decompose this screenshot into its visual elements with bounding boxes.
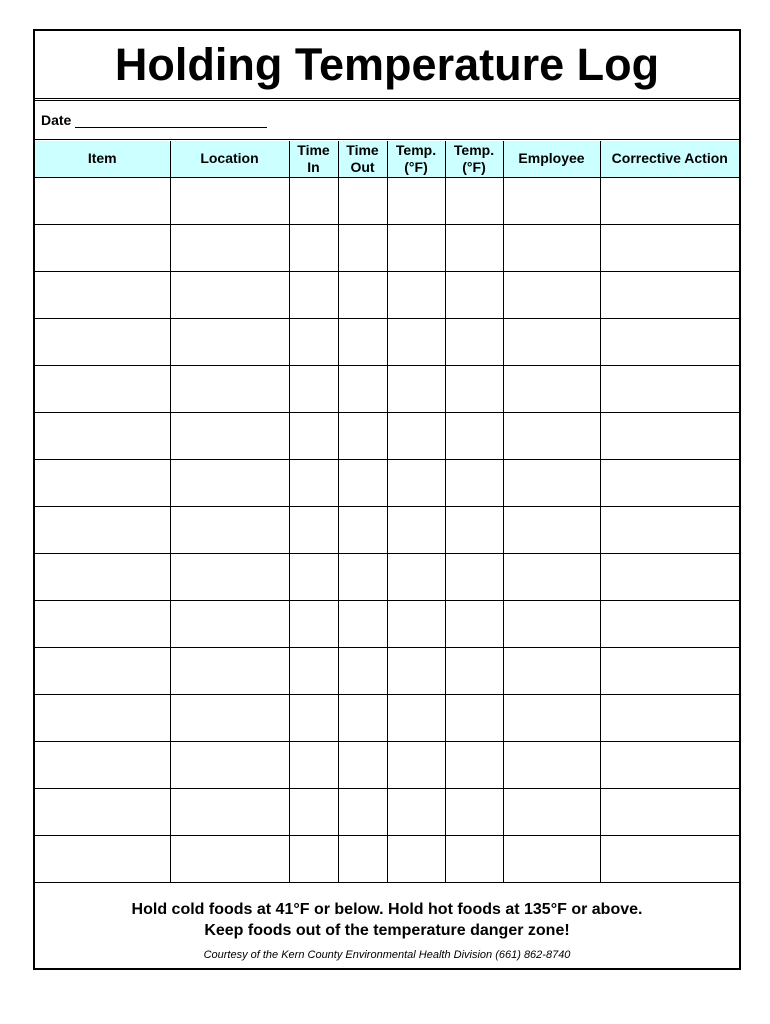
cell-temp-1[interactable] xyxy=(387,271,445,318)
cell-time-in[interactable] xyxy=(289,506,338,553)
cell-employee[interactable] xyxy=(503,271,600,318)
cell-temp-2[interactable] xyxy=(445,741,503,788)
cell-time-in[interactable] xyxy=(289,647,338,694)
cell-time-in[interactable] xyxy=(289,788,338,835)
cell-corrective-action[interactable] xyxy=(600,741,739,788)
holding-rule-line-2: Keep foods out of the temperature danger zone! xyxy=(204,922,570,939)
cell-temp-1[interactable] xyxy=(387,741,445,788)
cell-time-out[interactable] xyxy=(338,600,387,647)
cell-temp-2[interactable] xyxy=(445,506,503,553)
holding-rule-line-1: Hold cold foods at 41°F or below. Hold hot foods at 135°F or above. xyxy=(131,901,643,918)
table-row xyxy=(35,224,739,271)
cell-temp-2[interactable] xyxy=(445,459,503,506)
cell-location[interactable] xyxy=(170,741,289,788)
table-row xyxy=(35,506,739,553)
cell-corrective-action[interactable] xyxy=(600,365,739,412)
temperature-log-form xyxy=(33,29,741,970)
cell-employee[interactable] xyxy=(503,741,600,788)
cell-time-out[interactable] xyxy=(338,318,387,365)
table-row xyxy=(35,647,739,694)
cell-employee[interactable] xyxy=(503,506,600,553)
cell-time-in[interactable] xyxy=(289,271,338,318)
cell-location[interactable] xyxy=(170,553,289,600)
cell-location[interactable] xyxy=(170,177,289,224)
cell-time-in[interactable] xyxy=(289,412,338,459)
header-row xyxy=(35,141,739,177)
cell-location[interactable] xyxy=(170,365,289,412)
cell-temp-2[interactable] xyxy=(445,224,503,271)
cell-employee[interactable] xyxy=(503,600,600,647)
cell-time-out[interactable] xyxy=(338,224,387,271)
cell-corrective-action[interactable] xyxy=(600,553,739,600)
cell-corrective-action[interactable] xyxy=(600,459,739,506)
cell-corrective-action[interactable] xyxy=(600,177,739,224)
cell-employee[interactable] xyxy=(503,835,600,882)
cell-corrective-action[interactable] xyxy=(600,694,739,741)
cell-time-in[interactable] xyxy=(289,694,338,741)
table-row xyxy=(35,694,739,741)
cell-item[interactable] xyxy=(35,647,170,694)
cell-item[interactable] xyxy=(35,459,170,506)
column-header-location: Location xyxy=(170,141,289,177)
cell-item[interactable] xyxy=(35,600,170,647)
cell-time-out[interactable] xyxy=(338,553,387,600)
cell-time-out[interactable] xyxy=(338,835,387,882)
column-header-employee: Employee xyxy=(503,141,600,177)
cell-time-out[interactable] xyxy=(338,177,387,224)
cell-location[interactable] xyxy=(170,412,289,459)
cell-employee[interactable] xyxy=(503,177,600,224)
cell-item[interactable] xyxy=(35,553,170,600)
cell-item[interactable] xyxy=(35,741,170,788)
cell-location[interactable] xyxy=(170,506,289,553)
cell-temp-1[interactable] xyxy=(387,506,445,553)
cell-temp-2[interactable] xyxy=(445,647,503,694)
table-row xyxy=(35,835,739,882)
cell-item[interactable] xyxy=(35,224,170,271)
cell-temp-2[interactable] xyxy=(445,694,503,741)
cell-time-in[interactable] xyxy=(289,224,338,271)
cell-temp-2[interactable] xyxy=(445,835,503,882)
cell-item[interactable] xyxy=(35,271,170,318)
cell-temp-1[interactable] xyxy=(387,224,445,271)
cell-time-out[interactable] xyxy=(338,741,387,788)
cell-item[interactable] xyxy=(35,412,170,459)
cell-time-out[interactable] xyxy=(338,506,387,553)
cell-corrective-action[interactable] xyxy=(600,647,739,694)
cell-employee[interactable] xyxy=(503,224,600,271)
cell-employee[interactable] xyxy=(503,459,600,506)
cell-location[interactable] xyxy=(170,694,289,741)
cell-corrective-action[interactable] xyxy=(600,788,739,835)
cell-location[interactable] xyxy=(170,647,289,694)
table-row xyxy=(35,553,739,600)
column-header-time-out: Time Out xyxy=(338,141,387,177)
cell-item[interactable] xyxy=(35,835,170,882)
cell-temp-1[interactable] xyxy=(387,835,445,882)
cell-temp-1[interactable] xyxy=(387,177,445,224)
cell-corrective-action[interactable] xyxy=(600,318,739,365)
table-row xyxy=(35,788,739,835)
cell-item[interactable] xyxy=(35,365,170,412)
cell-temp-2[interactable] xyxy=(445,412,503,459)
cell-time-out[interactable] xyxy=(338,365,387,412)
cell-time-out[interactable] xyxy=(338,788,387,835)
cell-time-out[interactable] xyxy=(338,271,387,318)
cell-time-in[interactable] xyxy=(289,318,338,365)
cell-location[interactable] xyxy=(170,271,289,318)
cell-time-out[interactable] xyxy=(338,647,387,694)
date-label: Date xyxy=(41,112,72,128)
title-box xyxy=(35,31,739,101)
cell-temp-2[interactable] xyxy=(445,177,503,224)
cell-time-out[interactable] xyxy=(338,412,387,459)
cell-temp-1[interactable] xyxy=(387,553,445,600)
column-header-temp-2: Temp. (°F) xyxy=(445,141,503,177)
cell-corrective-action[interactable] xyxy=(600,271,739,318)
cell-time-in[interactable] xyxy=(289,365,338,412)
cell-temp-1[interactable] xyxy=(387,788,445,835)
cell-item[interactable] xyxy=(35,177,170,224)
cell-location[interactable] xyxy=(170,835,289,882)
column-header-item: Item xyxy=(35,141,170,177)
cell-corrective-action[interactable] xyxy=(600,835,739,882)
cell-item[interactable] xyxy=(35,318,170,365)
cell-temp-2[interactable] xyxy=(445,318,503,365)
cell-time-in[interactable] xyxy=(289,553,338,600)
column-header-corrective-action: Corrective Action xyxy=(600,141,739,177)
cell-corrective-action[interactable] xyxy=(600,506,739,553)
column-header-temp-1: Temp. (°F) xyxy=(387,141,445,177)
cell-location[interactable] xyxy=(170,788,289,835)
courtesy-note: Courtesy of the Kern County Environmental Health Division (661) 862-8740 xyxy=(203,949,571,961)
cell-item[interactable] xyxy=(35,694,170,741)
log-body xyxy=(35,177,739,882)
cell-employee[interactable] xyxy=(503,365,600,412)
cell-temp-1[interactable] xyxy=(387,600,445,647)
log-table xyxy=(35,141,739,883)
table-row xyxy=(35,177,739,224)
table-row xyxy=(35,271,739,318)
cell-temp-1[interactable] xyxy=(387,412,445,459)
table-row xyxy=(35,365,739,412)
cell-time-in[interactable] xyxy=(289,835,338,882)
cell-temp-1[interactable] xyxy=(387,647,445,694)
date-row xyxy=(35,101,739,140)
cell-location[interactable] xyxy=(170,318,289,365)
table-row xyxy=(35,741,739,788)
cell-temp-1[interactable] xyxy=(387,365,445,412)
cell-time-out[interactable] xyxy=(338,694,387,741)
cell-time-out[interactable] xyxy=(338,459,387,506)
cell-corrective-action[interactable] xyxy=(600,224,739,271)
cell-employee[interactable] xyxy=(503,553,600,600)
cell-time-in[interactable] xyxy=(289,459,338,506)
cell-temp-1[interactable] xyxy=(387,459,445,506)
cell-location[interactable] xyxy=(170,600,289,647)
cell-employee[interactable] xyxy=(503,318,600,365)
table-row xyxy=(35,318,739,365)
cell-temp-2[interactable] xyxy=(445,788,503,835)
cell-time-in[interactable] xyxy=(289,741,338,788)
column-header-time-in: Time In xyxy=(289,141,338,177)
cell-employee[interactable] xyxy=(503,694,600,741)
cell-corrective-action[interactable] xyxy=(600,412,739,459)
cell-item[interactable] xyxy=(35,788,170,835)
cell-temp-2[interactable] xyxy=(445,365,503,412)
cell-employee[interactable] xyxy=(503,412,600,459)
page-title: Holding Temperature Log xyxy=(114,39,660,90)
cell-temp-2[interactable] xyxy=(445,271,503,318)
cell-time-in[interactable] xyxy=(289,600,338,647)
cell-temp-2[interactable] xyxy=(445,553,503,600)
cell-temp-1[interactable] xyxy=(387,694,445,741)
cell-employee[interactable] xyxy=(503,788,600,835)
date-field[interactable] xyxy=(75,113,267,128)
table-row xyxy=(35,412,739,459)
cell-temp-1[interactable] xyxy=(387,318,445,365)
cell-temp-2[interactable] xyxy=(445,600,503,647)
cell-location[interactable] xyxy=(170,224,289,271)
footer xyxy=(35,893,739,968)
cell-corrective-action[interactable] xyxy=(600,600,739,647)
cell-location[interactable] xyxy=(170,459,289,506)
cell-item[interactable] xyxy=(35,506,170,553)
cell-time-in[interactable] xyxy=(289,177,338,224)
table-row xyxy=(35,600,739,647)
cell-employee[interactable] xyxy=(503,647,600,694)
table-row xyxy=(35,459,739,506)
